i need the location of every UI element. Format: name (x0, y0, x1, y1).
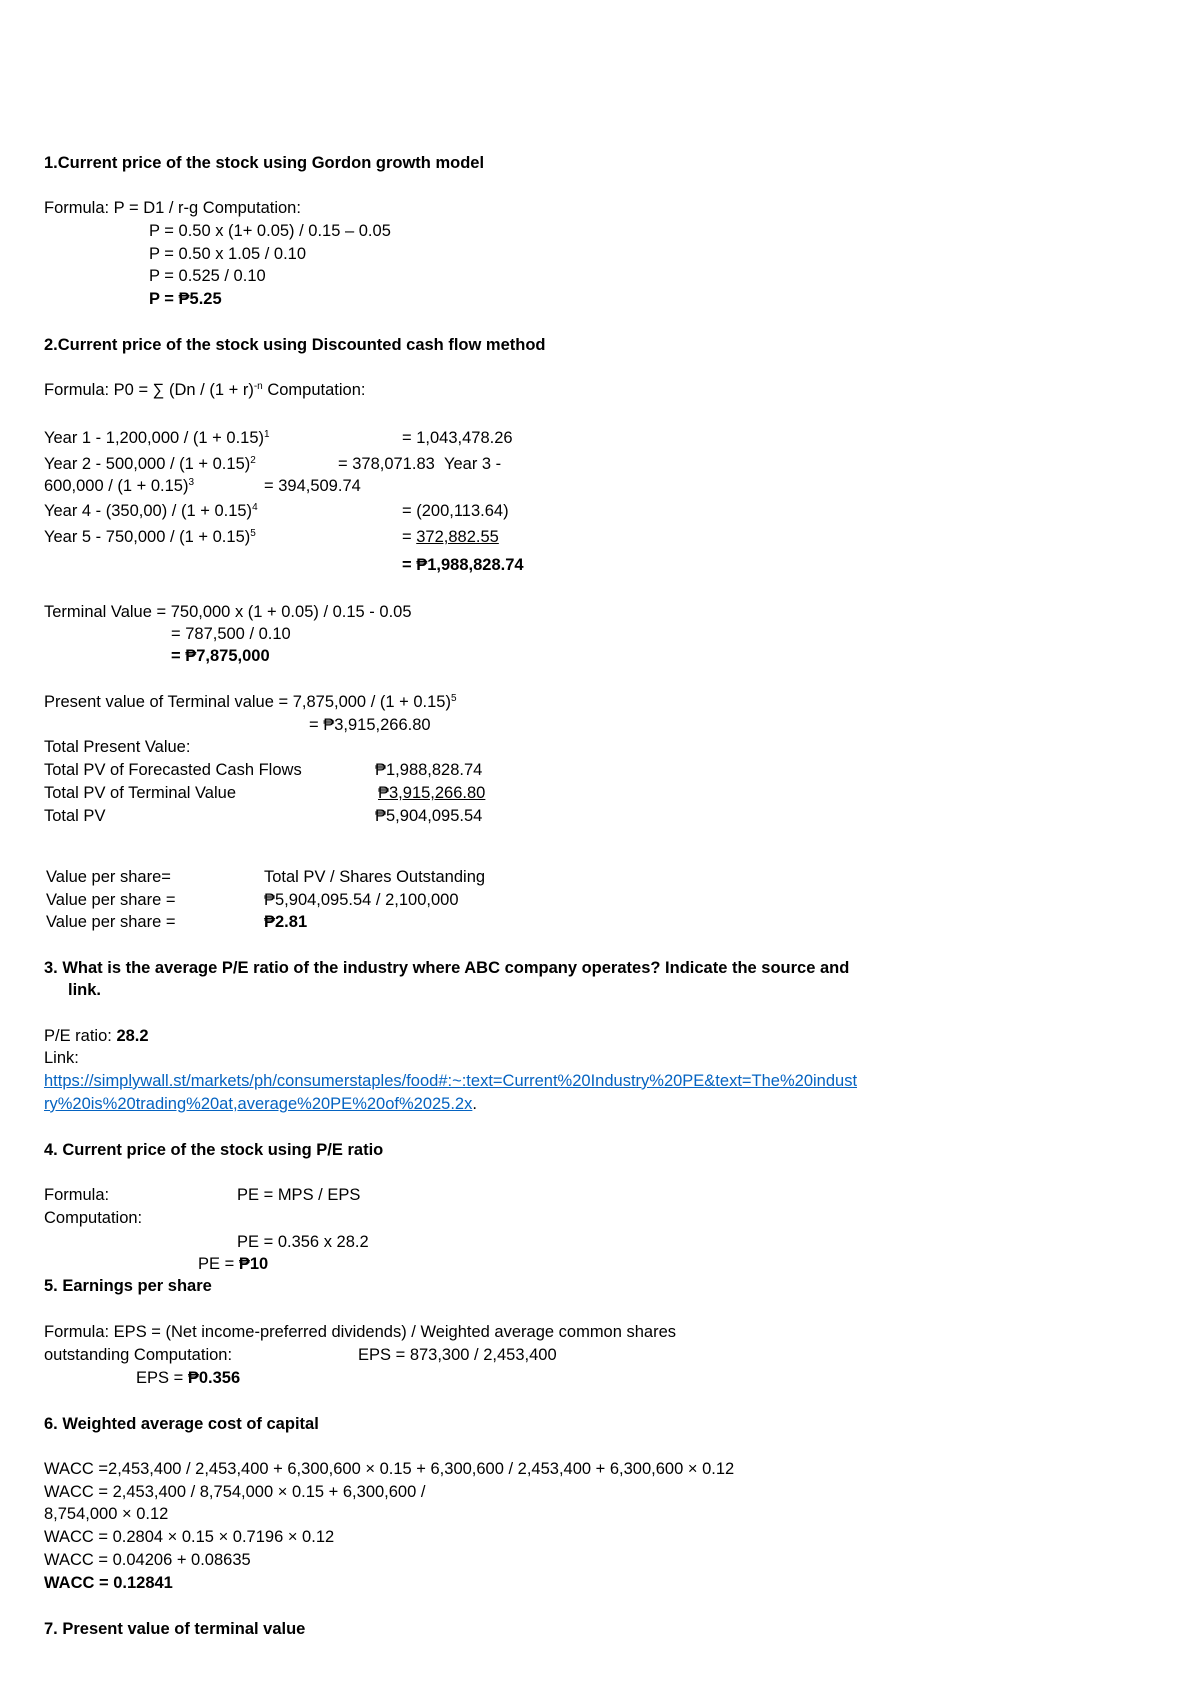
section-5-heading: 5. Earnings per share (44, 1277, 212, 1295)
pv-terminal-line-1: Present value of Terminal value = $7,875,000 / (1 + 0.15)^5$ (44, 693, 457, 711)
wacc-line: WACC = 0.04206 + 0.08635 (44, 1551, 251, 1569)
dcf-year-2-value: = 378,071.83 Year 3 - (338, 455, 502, 473)
section-2-heading: 2.Current price of the stock using Discounted cash flow method (44, 336, 546, 354)
s4-formula-value: PE = MPS / EPS (237, 1186, 361, 1204)
total-pv-row-label: Total PV (44, 807, 106, 825)
section-4-heading: 4. Current price of the stock using P/E ratio (44, 1141, 384, 1159)
s1-step-2: P = 0.50 x 1.05 / 0.10 (149, 245, 307, 263)
s4-result: PE = ₱10 (198, 1255, 269, 1273)
section-6-heading: 6. Weighted average cost of capital (44, 1415, 319, 1433)
section-1-heading: 1.Current price of the stock using Gordon growth model (44, 154, 485, 172)
value-per-share-label: Value per share = (46, 913, 176, 931)
terminal-value-line-2: = 787,500 / 0.10 (171, 625, 291, 643)
section-7-heading: 7. Present value of terminal value (44, 1620, 306, 1638)
total-pv-row-value: ₱3,915,266.80 (378, 784, 486, 802)
total-pv-row-value: ₱1,988,828.74 (375, 761, 483, 779)
s4-computation-label: Computation: (44, 1209, 143, 1227)
total-pv-heading: Total Present Value: (44, 738, 191, 756)
dcf-year-2-label: Year $2 - 500,000 / (1 + 0.15)^2$ (44, 455, 256, 473)
value-per-share-value: Total PV / Shares Outstanding (264, 868, 486, 886)
link-label: Link: (44, 1049, 79, 1067)
wacc-line: 8,754,000 × 0.12 (44, 1505, 169, 1523)
total-pv-row-label: Total PV of Terminal Value (44, 784, 236, 802)
pv-terminal-result: = ₱3,915,266.80 (309, 716, 431, 734)
dcf-year-5-value: = 372,882.55 (402, 528, 499, 546)
dcf-year-1-value: = 1,043,478.26 (402, 429, 513, 447)
value-per-share-value: ₱5,904,095.54 / 2,100,000 (264, 891, 459, 909)
terminal-value-result: = ₱7,875,000 (171, 647, 270, 665)
s5-computation-label: outstanding Computation: (44, 1346, 233, 1364)
source-link-cont[interactable]: ry%20is%20trading%20at,average%20PE%20of%2025.2x. (44, 1095, 477, 1113)
total-pv-row-value: ₱5,904,095.54 (375, 807, 483, 825)
terminal-value-line-1: Terminal Value = 750,000 x (1 + 0.05) / 0.15 - 0.05 (44, 603, 412, 621)
s2-formula-line: Formula: P0 = ∑ ($Dn / (1 + r)^{-n}$ Computation: (44, 381, 366, 399)
s1-formula-line: Formula: P = D1 / r-g Computation: (44, 199, 301, 217)
dcf-sum: = ₱1,988,828.74 (402, 556, 524, 574)
total-pv-row-label: Total PV of Forecasted Cash Flows (44, 761, 302, 779)
s4-step: PE = 0.356 x 28.2 (237, 1233, 369, 1251)
s1-step-3: P = 0.525 / 0.10 (149, 267, 266, 285)
wacc-result: WACC = 0.12841 (44, 1574, 173, 1592)
s4-formula-label: Formula: (44, 1186, 110, 1204)
wacc-line: WACC =2,453,400 / 2,453,400 + 6,300,600 × 0.15 + 6,300,600 / 2,453,400 + 6,300,600 × 0.12 (44, 1460, 735, 1478)
s5-formula-line: Formula: EPS = (Net income-preferred dividends) / Weighted average common shares (44, 1323, 677, 1341)
s1-result: P = ₱5.25 (149, 290, 222, 308)
source-link[interactable]: https://simplywall.st/markets/ph/consumerstaples/food#:~:text=Current%20Industry%20PE&text=The%20indust (44, 1072, 858, 1090)
section-3-heading-cont: link. (68, 981, 102, 999)
dcf-year-4-value: = (200,113.64) (402, 502, 509, 520)
s5-computation: EPS = 873,300 / 2,453,400 (358, 1346, 557, 1364)
dcf-year-1-label: Year $1 - 1,200,000 / (1 + 0.15)^1$ (44, 429, 270, 447)
section-3-heading: 3. What is the average P/E ratio of the industry where ABC company operates? Indicate the source and (44, 959, 850, 977)
dcf-year-5-label: Year $5 - 750,000 / (1 + 0.15)^5$ (44, 528, 256, 546)
value-per-share-label: Value per share = (46, 891, 176, 909)
wacc-line: WACC = 0.2804 × 0.15 × 0.7196 × 0.12 (44, 1528, 335, 1546)
wacc-line: WACC = 2,453,400 / 8,754,000 × 0.15 + 6,300,600 / (44, 1483, 426, 1501)
dcf-year-3-label: $600,000 / (1 + 0.15)^3$ (44, 477, 195, 495)
dcf-year-4-label: Year $4 - (350,00) / (1 + 0.15)^4$ (44, 502, 258, 520)
s5-result: EPS = ₱0.356 (136, 1369, 241, 1387)
value-per-share-result: ₱2.81 (264, 913, 308, 931)
s1-step-1: P = 0.50 x (1+ 0.05) / 0.15 – 0.05 (149, 222, 391, 240)
dcf-year-3-value: = 394,509.74 (264, 477, 361, 495)
pe-ratio-line: P/E ratio: 28.2 (44, 1027, 149, 1045)
value-per-share-label: Value per share= (46, 868, 171, 886)
